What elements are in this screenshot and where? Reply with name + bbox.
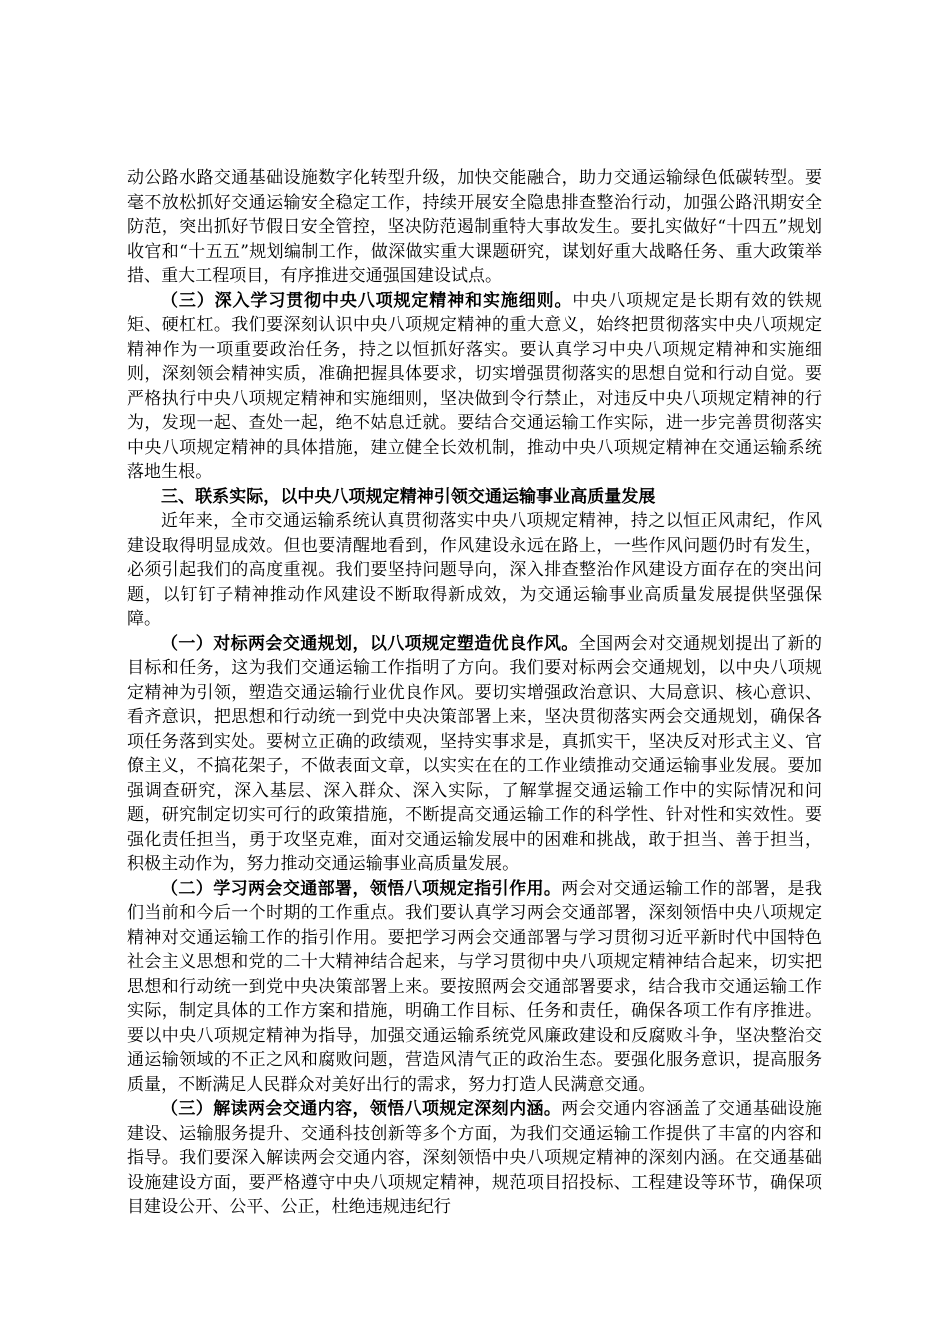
subsection-heading: （二）学习两会交通部署，领悟八项规定指引作用。 <box>161 878 562 899</box>
subsection-heading: （一）对标两会交通规划，以八项规定塑造优良作风。 <box>161 633 579 654</box>
paragraph-body: 中央八项规定是长期有效的铁规矩、硬杠杠。我们要深刻认识中央八项规定精神的重大意义，始终把贯彻落实中央八项规定精神作为一项重要政治任务，持之以恒抓好落实。要认真学习中央八项规定精神和实施细则，深刻领会精神实质，准确把握具体要求，切实增强贯彻落实的思想自觉和行动自觉。要严格执行中央八项规定精神和实施细则，坚决做到令行禁止，对违反中央八项规定精神的行为，发现一起、查处一起，绝不姑息迁就。要结合交通运输工作实际，进一步完善贯彻落实中央八项规定精神的具体措施，建立健全长效机制，推动中央八项规定精神在交通运输系统落地生根。 <box>127 290 822 482</box>
paragraph-subsection-3 <box>127 289 822 485</box>
paragraph-body: 全国两会对交通规划提出了新的目标和任务，这为我们交通运输工作指明了方向。我们要对标两会交通规划，以中央八项规定精神为引领，塑造交通运输行业优良作风。要切实增强政治意识、大局意识、核心意识、看齐意识，把思想和行动统一到党中央决策部署上来，坚决贯彻落实两会交通规划，确保各项任务落到实处。要树立正确的政绩观，坚持实事求是，真抓实干，坚决反对形式主义、官僚主义，不搞花架子，不做表面文章，以实实在在的工作业绩推动交通运输事业发展。要加强调查研究，深入基层、深入群众、深入实际，了解掌握交通运输工作中的实际情况和问题，研究制定切实可行的政策措施，不断提高交通运输工作的科学性、针对性和实效性。要强化责任担当，勇于攻坚克难，面对交通运输发展中的困难和挑战，敢于担当、善于担当，积极主动作为，努力推动交通运输事业高质量发展。 <box>127 633 823 874</box>
paragraph-subsection-2 <box>127 877 822 1098</box>
paragraph-subsection-1 <box>127 632 822 877</box>
subsection-heading: （三）深入学习贯彻中央八项规定精神和实施细则。 <box>161 290 573 311</box>
paragraph-body: 两会对交通运输工作的部署，是我们当前和今后一个时期的工作重点。我们要认真学习两会交通部署，深刻领悟中央八项规定精神对交通运输工作的指引作用。要把学习两会交通部署与学习贯彻习近平新时代中国特色社会主义思想和党的二十大精神结合起来，与学习贯彻中央八项规定精神结合起来，切实把思想和行动统一到党中央决策部署上来。要按照两会交通部署要求，结合我市交通运输工作实际，制定具体的工作方案和措施，明确工作目标、任务和责任，确保各项工作有序推进。要以中央八项规定精神为指导，加强交通运输系统党风廉政建设和反腐败斗争，坚决整治交通运输领域的不正之风和腐败问题，营造风清气正的政治生态。要强化服务意识，提高服务质量，不断满足人民群众对美好出行的需求，努力打造人民满意交通。 <box>127 878 823 1095</box>
document-page <box>127 166 822 1220</box>
paragraph-intro: 近年来，全市交通运输系统认真贯彻落实中央八项规定精神，持之以恒正风肃纪，作风建设取得明显成效。但也要清醒地看到，作风建设永远在路上，一些作风问题仍时有发生，必须引起我们的高度重视。我们要坚持问题导向，深入排查整治作风建设方面存在的突出问题，以钉钉子精神推动作风建设不断取得新成效，为交通运输事业高质量发展提供坚强保障。 <box>127 511 822 629</box>
section-heading: 三、联系实际，以中央八项规定精神引领交通运输事业高质量发展 <box>161 486 656 507</box>
subsection-heading: （三）解读两会交通内容，领悟八项规定深刻内涵。 <box>161 1099 562 1119</box>
paragraph-subsection-3b <box>127 1097 822 1220</box>
paragraph-continuation: 动公路水路交通基础设施数字化转型升级，加快交能融合，助力交通运输绿色低碳转型。要毫不放松抓好交通运输安全稳定工作，持续开展安全隐患排查整治行动，加强公路汛期安全防范，突出抓好节假日安全管控，坚决防范遏制重特大事故发生。要扎实做好“十四五”规划收官和“十五五”规划编制工作，做深做实重大课题研究，谋划好重大战略任务、重大政策举措、重大工程项目，有序推进交通强国建设试点。 <box>127 168 822 286</box>
paragraph-body: 两会交通内容涵盖了交通基础设施建设、运输服务提升、交通科技创新等多个方面，为我们交通运输工作提供了丰富的内容和指导。我们要深入解读两会交通内容，深刻领悟中央八项规定精神的深刻内涵。在交通基础设施建设方面，要严格遵守中央八项规定精神，规范项目招投标、工程建设等环节，确保项目建设公开、公平、公正，杜绝违规违纪行 <box>127 1099 823 1217</box>
